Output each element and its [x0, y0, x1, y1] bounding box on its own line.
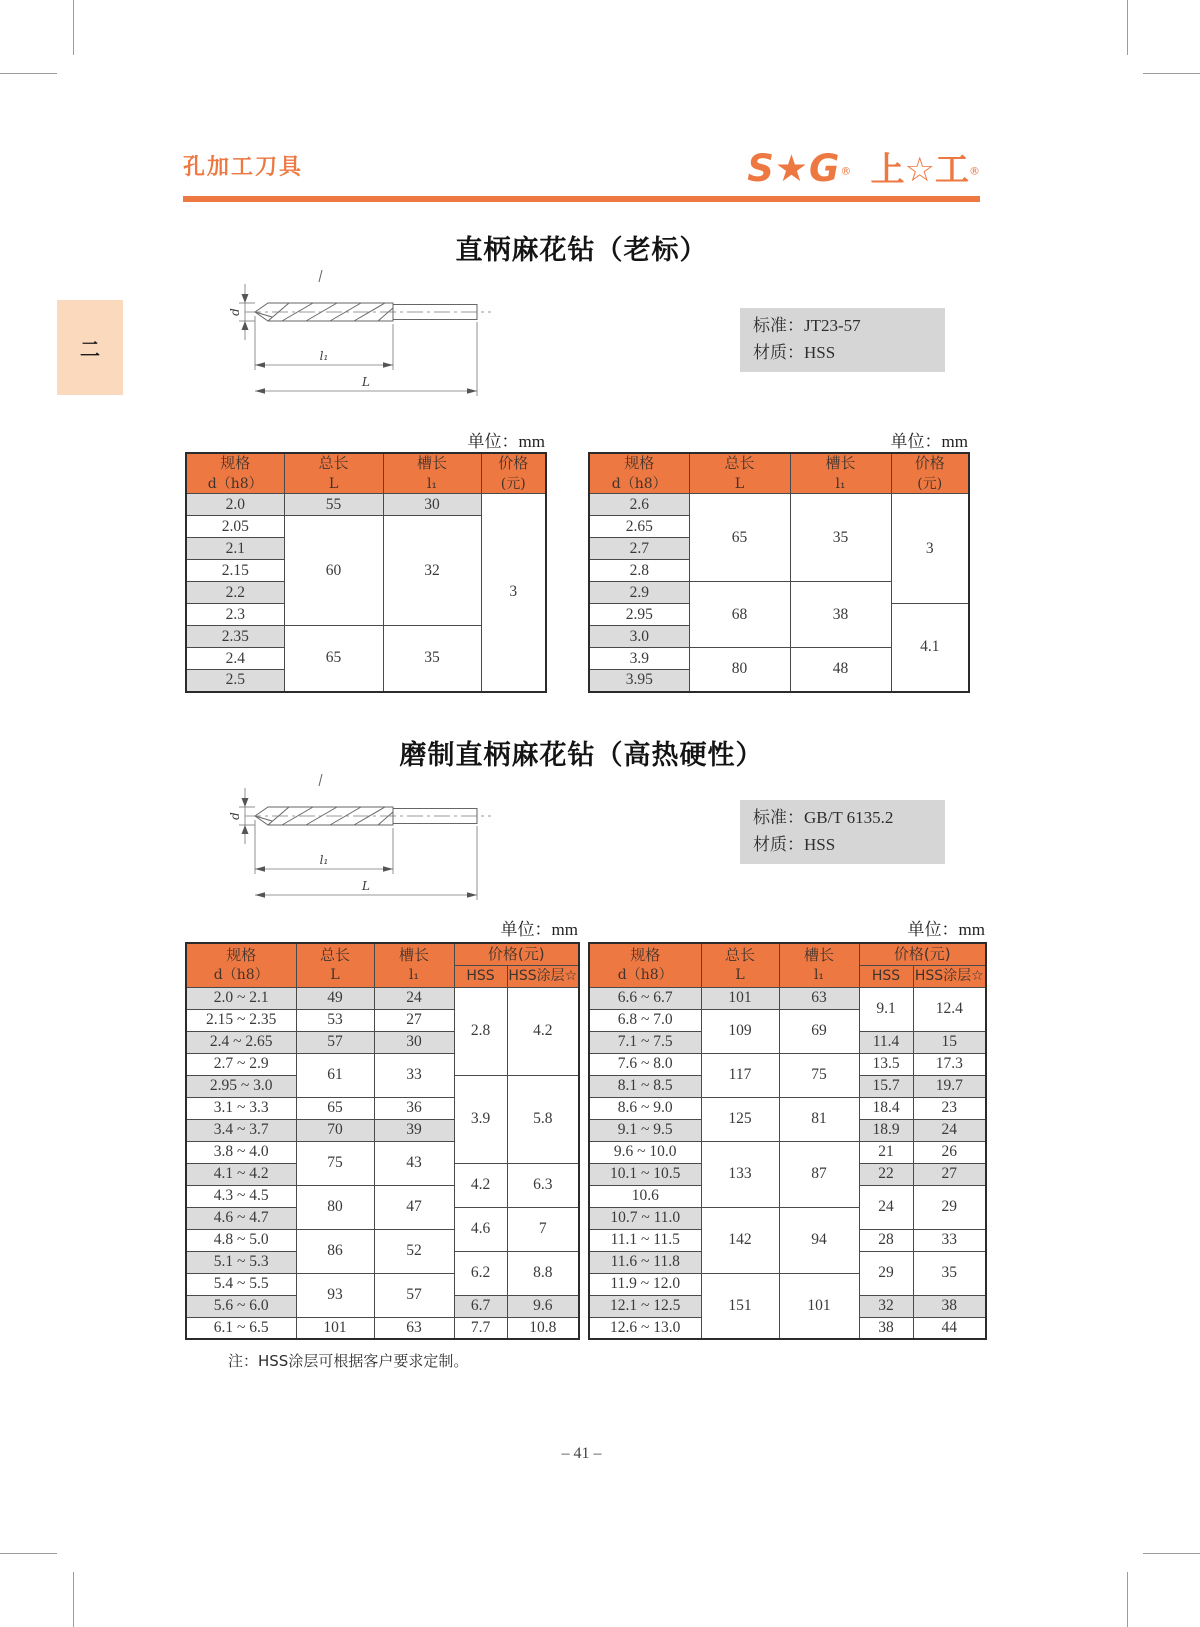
col-header-flute: 槽长 l₁ — [779, 943, 859, 987]
table-cell: 12.1 ~ 12.5 — [589, 1295, 701, 1317]
col-header-price-group: 价格(元) — [454, 943, 579, 965]
col-header-price: 价格 (元) — [891, 453, 969, 494]
standard-label: 标准： — [753, 316, 804, 336]
col-header-spec: 规格 d（h8） — [589, 453, 689, 494]
table-cell: 36 — [374, 1097, 454, 1119]
crop-mark — [1143, 1553, 1200, 1554]
table-cell: 8.8 — [507, 1251, 579, 1295]
table-cell: 80 — [689, 648, 790, 692]
table-cell: 2.8 — [589, 560, 689, 582]
table-cell: 2.4 — [186, 648, 284, 670]
col-header-hss: HSS — [859, 965, 913, 987]
table-cell: 24 — [374, 987, 454, 1009]
unit-label: 单位：mm — [467, 432, 545, 452]
standard-value: GB/T 6135.2 — [804, 808, 894, 827]
table-cell: 2.6 — [589, 494, 689, 516]
table-cell: 4.6 ~ 4.7 — [186, 1207, 296, 1229]
table-cell: 3 — [481, 494, 546, 692]
table-cell: 6.1 ~ 6.5 — [186, 1317, 296, 1339]
table-cell: 4.3 ~ 4.5 — [186, 1185, 296, 1207]
table-cell: 3.95 — [589, 670, 689, 692]
spec-info-box-section1 — [740, 308, 945, 372]
table-cell: 6.6 ~ 6.7 — [589, 987, 701, 1009]
table-cell: 30 — [383, 494, 481, 516]
table-cell: 65 — [296, 1097, 374, 1119]
table-cell: 17.3 — [913, 1053, 986, 1075]
col-header-spec: 规格 d（h8） — [186, 943, 296, 987]
col-header-flute: 槽长 l₁ — [374, 943, 454, 987]
drill-diagram-svg — [225, 770, 575, 908]
col-header-flute: 槽长 l₁ — [383, 453, 481, 494]
footnote: 注：HSS涂层可根据客户要求定制。 — [228, 1352, 469, 1370]
table-cell: 5.4 ~ 5.5 — [186, 1273, 296, 1295]
table-cell: 24 — [859, 1185, 913, 1229]
table-cell: 7.6 ~ 8.0 — [589, 1053, 701, 1075]
table-cell: 27 — [374, 1009, 454, 1031]
table-cell: 109 — [701, 1009, 779, 1053]
table-cell: 75 — [779, 1053, 859, 1097]
table-cell: 7.7 — [454, 1317, 507, 1339]
drill-diagram-svg — [225, 266, 575, 404]
table-cell: 63 — [779, 987, 859, 1009]
col-header-price: 价格 (元) — [481, 453, 546, 494]
table-cell: 6.7 — [454, 1295, 507, 1317]
table-cell: 2.7 ~ 2.9 — [186, 1053, 296, 1075]
crop-mark — [73, 1572, 74, 1627]
table-cell: 93 — [296, 1273, 374, 1317]
table-cell: 8.6 ~ 9.0 — [589, 1097, 701, 1119]
unit-label: 单位：mm — [500, 920, 578, 940]
table-cell: 4.1 ~ 4.2 — [186, 1163, 296, 1185]
table-cell: 33 — [913, 1229, 986, 1251]
table-cell: 2.5 — [186, 670, 284, 692]
col-header-hss-coated: HSS涂层☆ — [507, 965, 579, 987]
table-cell: 53 — [296, 1009, 374, 1031]
table-cell: 9.1 — [859, 987, 913, 1031]
table-cell: 38 — [913, 1295, 986, 1317]
table-cell: 11.4 — [859, 1031, 913, 1053]
table-cell: 80 — [296, 1185, 374, 1229]
col-header-length: 总长 L — [689, 453, 790, 494]
dimension-label-d: d — [228, 812, 242, 820]
section1-title: 直柄麻花钻（老标） — [455, 235, 708, 266]
table-cell: 3.9 — [589, 648, 689, 670]
table-cell: 2.35 — [186, 626, 284, 648]
table-cell: 13.5 — [859, 1053, 913, 1075]
table-cell: 33 — [374, 1053, 454, 1097]
table-cell: 9.6 — [507, 1295, 579, 1317]
table-section2-right — [588, 942, 987, 1340]
col-header-length: 总长 L — [284, 453, 383, 494]
table-cell: 81 — [779, 1097, 859, 1141]
table-cell: 6.2 — [454, 1251, 507, 1295]
standard-value: JT23-57 — [804, 316, 861, 335]
table-cell: 3.8 ~ 4.0 — [186, 1141, 296, 1163]
logo-brand-text: 上☆工 — [870, 150, 969, 190]
table-cell: 15 — [913, 1031, 986, 1053]
table-cell: 2.0 ~ 2.1 — [186, 987, 296, 1009]
table-cell: 2.0 — [186, 494, 284, 516]
table-cell: 47 — [374, 1185, 454, 1229]
col-header-length: 总长 L — [296, 943, 374, 987]
table-cell: 52 — [374, 1229, 454, 1273]
col-header-spec: 规格 d（h8） — [186, 453, 284, 494]
table-cell: 125 — [701, 1097, 779, 1141]
table-cell: 5.8 — [507, 1075, 579, 1163]
spec-info-box-section2 — [740, 800, 945, 864]
table-section1-right — [588, 452, 970, 693]
dimension-label-l1: l₁ — [319, 853, 329, 867]
table-cell: 18.4 — [859, 1097, 913, 1119]
table-cell: 2.65 — [589, 516, 689, 538]
standard-label: 标准： — [753, 808, 804, 828]
table-cell: 35 — [913, 1251, 986, 1295]
crop-mark — [1127, 1572, 1128, 1627]
crop-mark — [0, 1553, 57, 1554]
table-cell: 32 — [383, 516, 481, 626]
table-cell: 57 — [374, 1273, 454, 1317]
col-header-price-group: 价格(元) — [859, 943, 986, 965]
table-cell: 101 — [701, 987, 779, 1009]
table-cell: 3 — [891, 494, 969, 604]
table-cell: 19.7 — [913, 1075, 986, 1097]
table-cell: 35 — [790, 494, 891, 582]
table-cell: 10.6 — [589, 1185, 701, 1207]
table-cell: 12.4 — [913, 987, 986, 1031]
table-cell: 43 — [374, 1141, 454, 1185]
table-section2-left — [185, 942, 580, 1340]
table-cell: 61 — [296, 1053, 374, 1097]
table-cell: 2.05 — [186, 516, 284, 538]
table-cell: 38 — [859, 1317, 913, 1339]
dimension-label-l1: l₁ — [319, 349, 329, 363]
table-cell: 2.4 ~ 2.65 — [186, 1031, 296, 1053]
table-cell: 4.6 — [454, 1207, 507, 1251]
table-cell: 2.95 — [589, 604, 689, 626]
table-cell: 11.6 ~ 11.8 — [589, 1251, 701, 1273]
table-cell: 2.1 — [186, 538, 284, 560]
table-cell: 2.7 — [589, 538, 689, 560]
table-cell: 3.9 — [454, 1075, 507, 1163]
table-cell: 101 — [779, 1273, 859, 1339]
table-cell: 24 — [913, 1119, 986, 1141]
table-cell: 5.1 ~ 5.3 — [186, 1251, 296, 1273]
table-cell: 10.7 ~ 11.0 — [589, 1207, 701, 1229]
col-header-hss: HSS — [454, 965, 507, 987]
table-cell: 4.2 — [507, 987, 579, 1075]
table-cell: 69 — [779, 1009, 859, 1053]
col-header-spec: 规格 d（h8） — [589, 943, 701, 987]
material-value: HSS — [804, 834, 836, 854]
table-cell: 87 — [779, 1141, 859, 1207]
table-cell: 26 — [913, 1141, 986, 1163]
table-cell: 4.2 — [454, 1163, 507, 1207]
chapter-tab: 二 — [57, 300, 123, 395]
page-number: – 41 – — [561, 1445, 602, 1462]
table-cell: 12.6 ~ 13.0 — [589, 1317, 701, 1339]
section2-title: 磨制直柄麻花钻（高热硬性） — [399, 740, 764, 771]
table-cell: 2.3 — [186, 604, 284, 626]
table-cell: 2.15 — [186, 560, 284, 582]
table-cell: 3.1 ~ 3.3 — [186, 1097, 296, 1119]
drill-diagram-section1 — [225, 266, 575, 404]
table-cell: 133 — [701, 1141, 779, 1207]
crop-mark — [73, 0, 74, 55]
dimension-label-d: d — [228, 308, 242, 316]
dimension-label-L: L — [362, 879, 370, 893]
table-cell: 35 — [383, 626, 481, 692]
header-rule — [183, 196, 980, 202]
table-cell: 2.9 — [589, 582, 689, 604]
crop-mark — [0, 73, 57, 74]
table-cell: 30 — [374, 1031, 454, 1053]
table-cell: 38 — [790, 582, 891, 648]
table-cell: 9.6 ~ 10.0 — [589, 1141, 701, 1163]
table-cell: 21 — [859, 1141, 913, 1163]
material-value: HSS — [804, 342, 836, 362]
table-cell: 94 — [779, 1207, 859, 1273]
table-cell: 68 — [689, 582, 790, 648]
table-cell: 65 — [689, 494, 790, 582]
table-cell: 2.2 — [186, 582, 284, 604]
table-cell: 55 — [284, 494, 383, 516]
material-label: 材质： — [753, 834, 804, 855]
table-cell: 11.1 ~ 11.5 — [589, 1229, 701, 1251]
table-cell: 4.8 ~ 5.0 — [186, 1229, 296, 1251]
table-cell: 49 — [296, 987, 374, 1009]
table-cell: 22 — [859, 1163, 913, 1185]
table-cell: 27 — [913, 1163, 986, 1185]
table-cell: 48 — [790, 648, 891, 692]
table-cell: 7 — [507, 1207, 579, 1251]
table-cell: 86 — [296, 1229, 374, 1273]
table-cell: 101 — [296, 1317, 374, 1339]
table-cell: 6.3 — [507, 1163, 579, 1207]
category-title: 孔加工刀具 — [183, 155, 304, 180]
table-cell: 3.4 ~ 3.7 — [186, 1119, 296, 1141]
registered-mark-icon: ® — [840, 164, 852, 178]
table-cell: 28 — [859, 1229, 913, 1251]
table-cell: 15.7 — [859, 1075, 913, 1097]
table-cell: 151 — [701, 1273, 779, 1339]
table-cell: 4.1 — [891, 604, 969, 692]
table-cell: 57 — [296, 1031, 374, 1053]
table-cell: 23 — [913, 1097, 986, 1119]
table-cell: 39 — [374, 1119, 454, 1141]
table-cell: 10.8 — [507, 1317, 579, 1339]
registered-mark-icon: ® — [969, 164, 980, 178]
unit-label: 单位：mm — [890, 432, 968, 452]
logo-sg-mark: S★G — [747, 147, 841, 190]
table-cell: 32 — [859, 1295, 913, 1317]
col-header-length: 总长 L — [701, 943, 779, 987]
table-cell: 117 — [701, 1053, 779, 1097]
col-header-flute: 槽长 l₁ — [790, 453, 891, 494]
table-cell: 65 — [284, 626, 383, 692]
table-cell: 2.8 — [454, 987, 507, 1075]
table-cell: 9.1 ~ 9.5 — [589, 1119, 701, 1141]
table-cell: 63 — [374, 1317, 454, 1339]
material-label: 材质： — [753, 342, 804, 363]
crop-mark — [1143, 73, 1200, 74]
drill-diagram-section2 — [225, 770, 575, 908]
table-cell: 29 — [859, 1251, 913, 1295]
table-cell: 7.1 ~ 7.5 — [589, 1031, 701, 1053]
crop-mark — [1127, 0, 1128, 55]
col-header-hss-coated: HSS涂层☆ — [913, 965, 986, 987]
table-cell: 11.9 ~ 12.0 — [589, 1273, 701, 1295]
table-cell: 18.9 — [859, 1119, 913, 1141]
table-section1-left — [185, 452, 547, 693]
table-cell: 60 — [284, 516, 383, 626]
table-cell: 44 — [913, 1317, 986, 1339]
table-cell: 142 — [701, 1207, 779, 1273]
table-cell: 2.95 ~ 3.0 — [186, 1075, 296, 1097]
table-cell: 6.8 ~ 7.0 — [589, 1009, 701, 1031]
table-cell: 70 — [296, 1119, 374, 1141]
table-cell: 29 — [913, 1185, 986, 1229]
table-cell: 5.6 ~ 6.0 — [186, 1295, 296, 1317]
table-cell: 8.1 ~ 8.5 — [589, 1075, 701, 1097]
brand-logo — [183, 142, 980, 191]
table-cell: 3.0 — [589, 626, 689, 648]
dimension-label-L: L — [362, 375, 370, 389]
table-cell: 2.15 ~ 2.35 — [186, 1009, 296, 1031]
table-cell: 10.1 ~ 10.5 — [589, 1163, 701, 1185]
table-cell: 75 — [296, 1141, 374, 1185]
unit-label: 单位：mm — [907, 920, 985, 940]
